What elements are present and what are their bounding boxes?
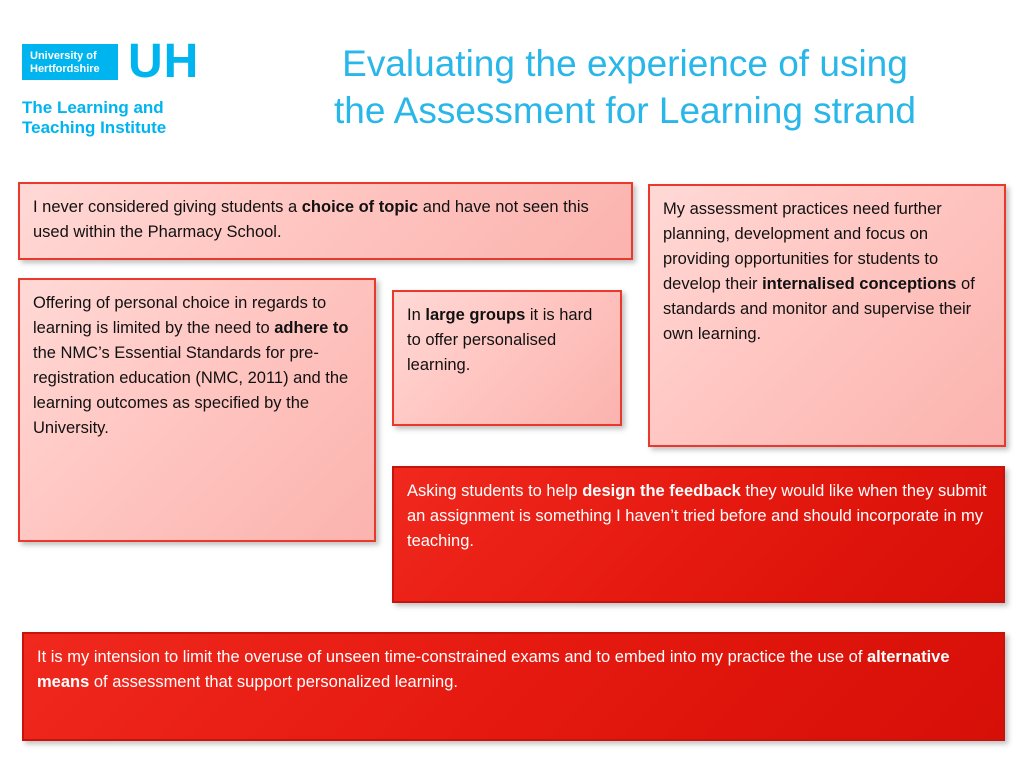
quote-emphasis: choice of topic bbox=[301, 198, 419, 216]
quote-box bbox=[22, 632, 1005, 741]
university-line-1: University of bbox=[30, 50, 97, 62]
quote-box bbox=[392, 290, 622, 426]
university-name-block bbox=[22, 44, 118, 80]
quote-text: Asking students to help bbox=[407, 482, 583, 500]
quote-emphasis: large groups bbox=[425, 306, 526, 324]
quote-emphasis: alternative means bbox=[37, 648, 950, 691]
quote-text: My assessment practices need further planning, development and focus on providing opportunities for students to develop their bbox=[663, 200, 942, 293]
quote-text: it is hard to offer personalised learning. bbox=[407, 306, 593, 374]
institute-name bbox=[22, 98, 242, 138]
quote-text: they would like when they submit an assignment is something I haven’t tried before and should incorporate in my teaching. bbox=[407, 482, 987, 550]
quote-box bbox=[648, 184, 1006, 447]
quote-text: Offering of personal choice in regards to learning is limited by the need to bbox=[33, 294, 327, 337]
quote-emphasis: adhere to bbox=[274, 319, 349, 337]
quote-box bbox=[392, 466, 1005, 603]
quote-text: of assessment that support personalized learning. bbox=[89, 673, 458, 691]
quote-text: and have not seen this used within the Pharmacy School. bbox=[33, 198, 589, 241]
title-line-1: Evaluating the experience of using bbox=[342, 43, 908, 84]
quote-text: of standards and monitor and supervise their own learning. bbox=[663, 275, 975, 343]
university-line-2: Hertfordshire bbox=[30, 63, 100, 75]
institute-line-1: The Learning and bbox=[22, 98, 164, 117]
quote-box bbox=[18, 278, 376, 542]
quote-text: I never considered giving students a bbox=[33, 198, 302, 216]
uh-monogram-icon: UH bbox=[128, 35, 200, 88]
quote-text: In bbox=[407, 306, 426, 324]
title-line-2: the Assessment for Learning strand bbox=[333, 90, 917, 131]
quote-emphasis: design the feedback bbox=[582, 482, 741, 500]
quote-text: It is my intension to limit the overuse of unseen time-constrained exams and to embed into my practice the use of bbox=[37, 648, 867, 666]
quote-emphasis: internalised conceptions bbox=[762, 275, 957, 293]
institute-line-2: Teaching Institute bbox=[22, 118, 167, 137]
university-logo bbox=[22, 35, 242, 138]
logo-top-row bbox=[22, 35, 242, 88]
quote-text: the NMC’s Essential Standards for pre-registration education (NMC, 2011) and the learning outcomes as specified by the University. bbox=[33, 344, 349, 437]
page-title bbox=[240, 40, 1010, 134]
slide-header bbox=[0, 0, 1024, 175]
quote-box bbox=[18, 182, 633, 260]
